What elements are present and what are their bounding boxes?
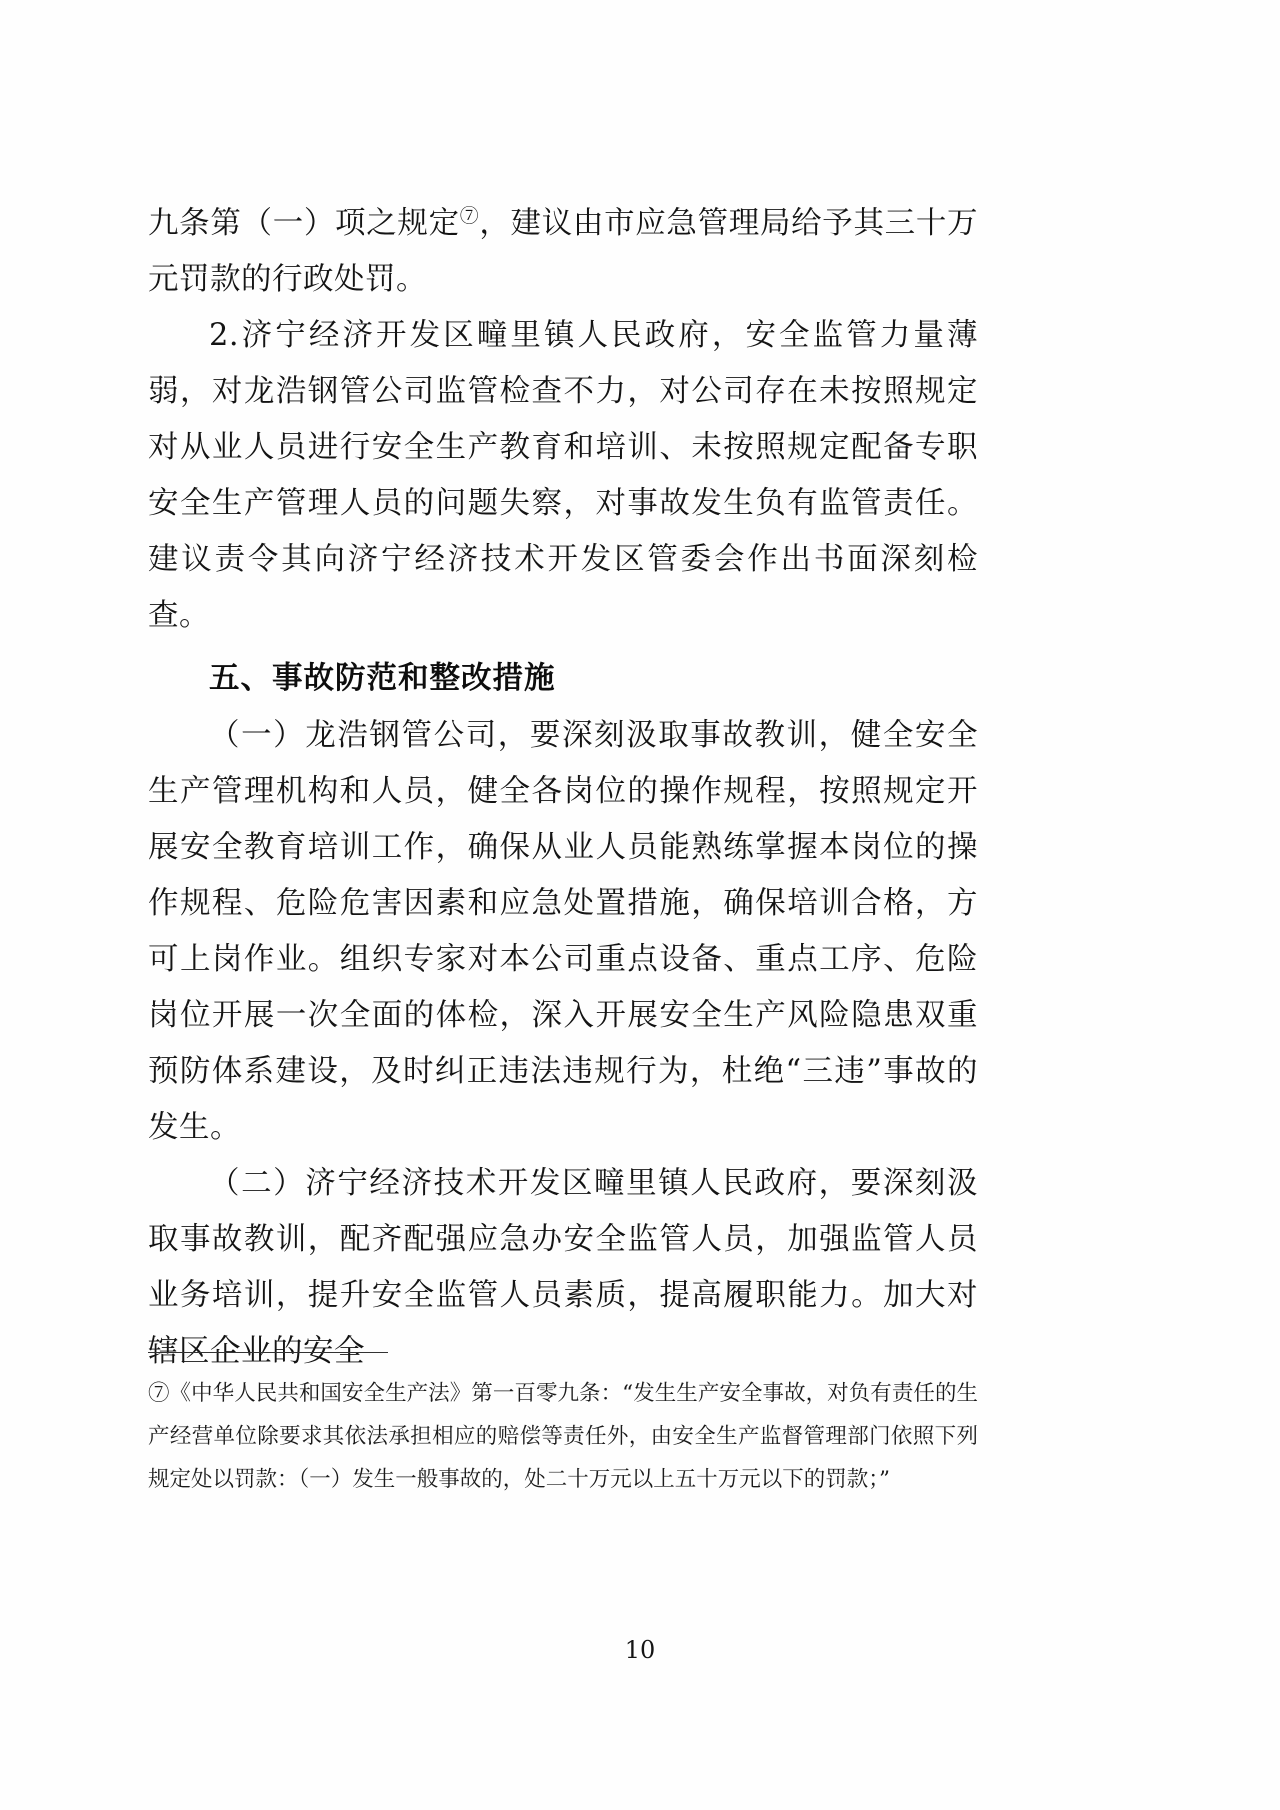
footnote-block — [148, 1372, 978, 1501]
footnote-divider — [148, 1352, 388, 1353]
paragraph-item-2: 2.济宁经济开发区疃里镇人民政府，安全监管力量薄弱，对龙浩钢管公司监管检查不力，对公司存在未按照规定对从业人员进行安全生产教育和培训、未按照规定配备专职安全生产管理人员的问题失察，对事故发生负有监管责任。建议责令其向济宁经济技术开发区管委会作出书面深刻检查。 — [148, 318, 978, 633]
paragraph-measure-two: （二）济宁经济技术开发区疃里镇人民政府，要深刻汲取事故教训，配齐配强应急办安全监管人员，加强监管人员业务培训，提升安全监管人员素质，提高履职能力。加大对辖区企业的安全 — [148, 1166, 978, 1369]
page-number: 10 — [624, 1636, 656, 1664]
paragraph-continued-text: 九条第（一）项之规定 — [148, 206, 460, 241]
page-content — [148, 196, 978, 1380]
paragraph-continued-rest: ，建议由市应急管理局给予其三十万元罚款的行政处罚。 — [148, 206, 978, 297]
footnote-text: ⑦《中华人民共和国安全生产法》第一百零九条：“发生生产安全事故，对负有责任的生产经营单位除要求其依法承担相应的赔偿等责任外，由安全生产监督管理部门依照下列规定处以罚款：（一）发生一般事故的，处二十万元以上五十万元以下的罚款；” — [148, 1381, 978, 1492]
paragraph-measure-one: （一）龙浩钢管公司，要深刻汲取事故教训，健全安全生产管理机构和人员，健全各岗位的操作规程，按照规定开展安全教育培训工作，确保从业人员能熟练掌握本岗位的操作规程、危险危害因素和应急处置措施，确保培训合格，方可上岗作业。组织专家对本公司重点设备、重点工序、危险岗位开展一次全面的体检，深入开展安全生产风险隐患双重预防体系建设，及时纠正违法违规行为，杜绝“三违”事故的发生。 — [148, 718, 978, 1145]
section-heading-five: 五、事故防范和整改措施 — [209, 660, 556, 696]
footnote-marker: ⑦ — [459, 204, 480, 227]
paragraph-continued — [148, 196, 978, 308]
